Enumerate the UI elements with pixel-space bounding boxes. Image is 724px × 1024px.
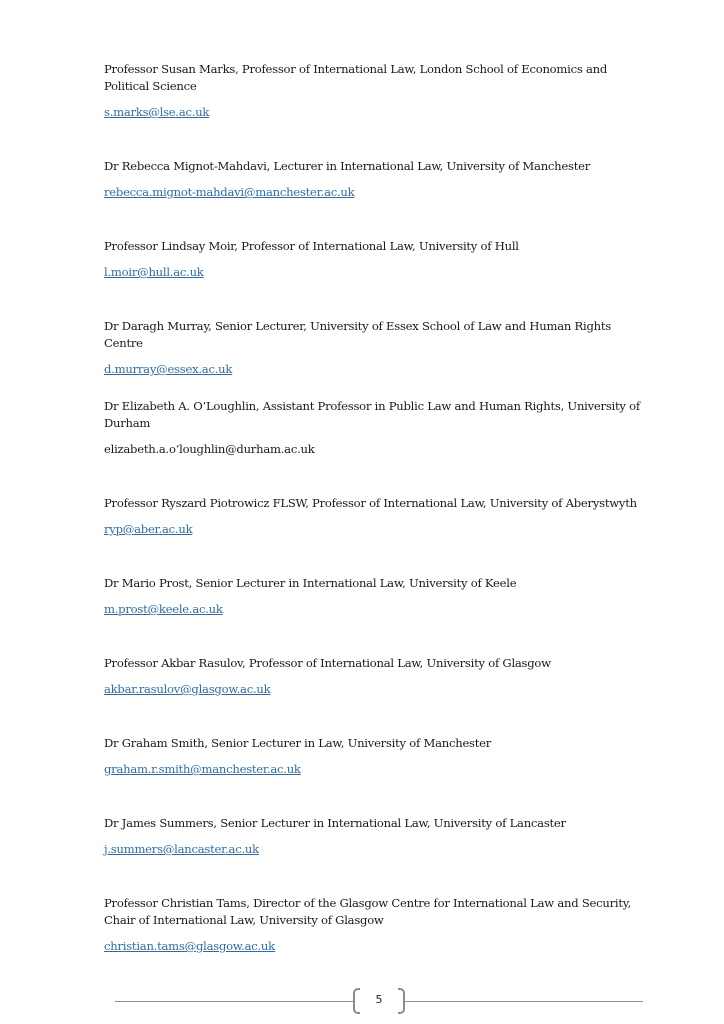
email-link[interactable]: j.summers@lancaster.ac.uk [104, 842, 259, 856]
signatory-title: Professor Lindsay Moir, Professor of International Law, University of Hull [104, 239, 519, 253]
signatory-title: Professor Ryszard Piotrowicz FLSW, Professor of International Law, University of Aberystwyth [104, 496, 637, 510]
email-link[interactable]: s.marks@lse.ac.uk [104, 105, 210, 119]
signatory-title: Dr Mario Prost, Senior Lecturer in International Law, University of Keele [104, 576, 517, 590]
signatory-title: Dr Daragh Murray, Senior Lecturer, University of Essex School of Law and Human Rights Centre [104, 319, 611, 350]
email-link[interactable]: l.moir@hull.ac.uk [104, 265, 204, 279]
signatory-entry [104, 575, 652, 618]
signatory-title: Professor Susan Marks, Professor of International Law, London School of Economics and Political Science [104, 62, 608, 93]
signatory-title: Dr Elizabeth A. O’Loughlin, Assistant Professor in Public Law and Human Rights, University of Durham [104, 399, 640, 430]
email-link[interactable]: graham.r.smith@manchester.ac.uk [104, 762, 301, 776]
signatory-entry [104, 655, 652, 698]
signatory-title: Dr James Summers, Senior Lecturer in International Law, University of Lancaster [104, 816, 566, 830]
signatory-entry [104, 318, 652, 378]
signatory-title: Professor Akbar Rasulov, Professor of International Law, University of Glasgow [104, 656, 551, 670]
email-link[interactable]: d.murray@essex.ac.uk [104, 362, 233, 376]
signatory-title: Dr Graham Smith, Senior Lecturer in Law, University of Manchester [104, 736, 492, 750]
signatory-entry [104, 735, 652, 778]
email-link[interactable]: m.prost@keele.ac.uk [104, 602, 223, 616]
email-link[interactable]: ryp@aber.ac.uk [104, 522, 193, 536]
email-text: elizabeth.a.o’loughlin@durham.ac.uk [104, 442, 315, 456]
signatory-entry [104, 61, 652, 121]
signatory-entry [104, 895, 652, 955]
signatory-title: Professor Christian Tams, Director of the Glasgow Centre for International Law and Security, Chair of International Law, University of Glasgow [104, 896, 631, 927]
signatory-entry [104, 238, 652, 281]
signatory-entry [104, 495, 652, 538]
email-link[interactable]: rebecca.mignot-mahdavi@manchester.ac.uk [104, 185, 355, 199]
signatory-entry [104, 398, 652, 458]
signatory-entry [104, 158, 652, 201]
right-brace-icon [398, 988, 405, 1014]
footer-rule-right [405, 1001, 643, 1002]
footer-rule-left [115, 1001, 353, 1002]
signatory-entry [104, 815, 652, 858]
signatory-title: Dr Rebecca Mignot-Mahdavi, Lecturer in International Law, University of Manchester [104, 159, 591, 173]
email-link[interactable]: akbar.rasulov@glasgow.ac.uk [104, 682, 271, 696]
left-brace-icon [353, 988, 360, 1014]
email-link[interactable]: christian.tams@glasgow.ac.uk [104, 939, 275, 953]
page-number: 5 [375, 993, 383, 1006]
